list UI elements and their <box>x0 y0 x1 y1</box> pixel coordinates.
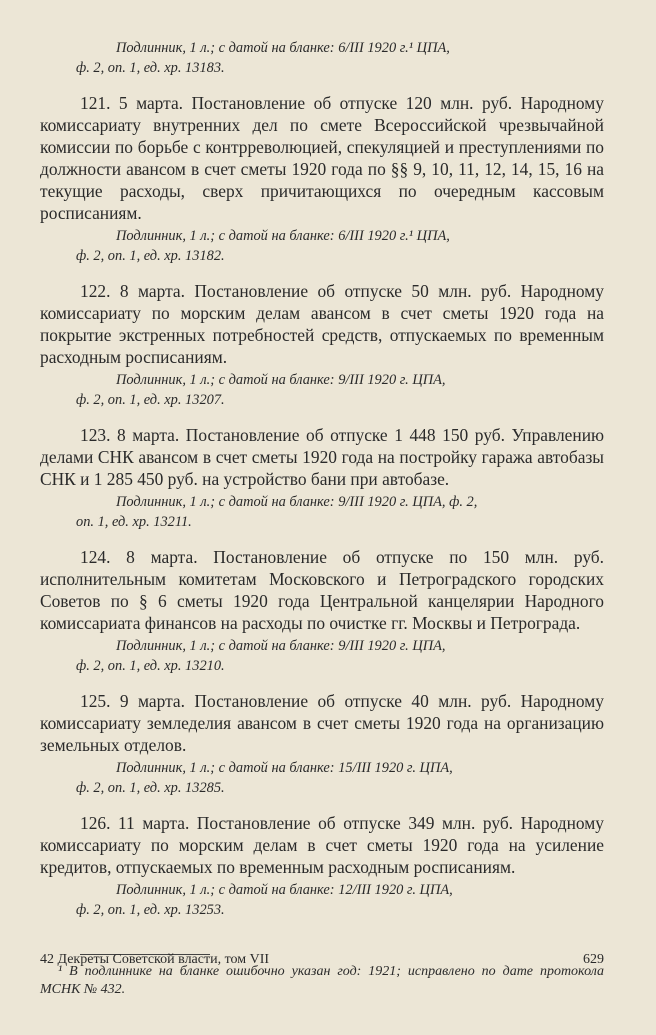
source-line: ф. 2, оп. 1, ед. хр. 13207. <box>76 392 225 408</box>
source-note <box>40 880 604 920</box>
footer-signature: 42 Декреты Советской власти, том VII <box>40 952 270 967</box>
entry-121 <box>40 92 604 266</box>
source-note <box>40 370 604 410</box>
page-footer <box>40 952 604 968</box>
source-note <box>40 492 604 532</box>
source-line: Подлинник, 1 л.; с датой на бланке: 6/III 1920 г.¹ ЦПА, <box>116 40 450 56</box>
source-line: ф. 2, оп. 1, ед. хр. 13183. <box>76 60 225 76</box>
entry-125 <box>40 690 604 798</box>
source-line: ф. 2, оп. 1, ед. хр. 13210. <box>76 658 225 674</box>
source-note <box>40 758 604 798</box>
source-line: ф. 2, оп. 1, ед. хр. 13182. <box>76 248 225 264</box>
footnote: ¹ В подлиннике на бланке ошибочно указан год: 1921; исправлено по дате протокола МСНК № 432. <box>40 964 604 997</box>
entry-text: 122. 8 марта. Постановление об отпуске 50 млн. руб. Народному комиссариату по морским делам авансом в счет сметы 1920 года на покрытие экстренных потребностей средств, отпускаемых по временным расходным росписаниям. <box>40 281 604 367</box>
entry-text: 123. 8 марта. Постановление об отпуске 1 448 150 руб. Управлению делами СНК авансом в счет сметы 1920 года на постройку гаража автобазы СНК и 1 285 450 руб. на устройство бани при автобазе. <box>40 425 604 489</box>
entry-122 <box>40 280 604 410</box>
source-line: Подлинник, 1 л.; с датой на бланке: 9/III 1920 г. ЦПА, <box>116 372 446 388</box>
entry-text: 126. 11 марта. Постановление об отпуске 349 млн. руб. Народному комиссариату по морским делам в счет сметы 1920 года на усиление кредитов, отпускаемых по временным расходным росписаниям. <box>40 813 604 877</box>
page-number: 629 <box>583 952 604 967</box>
source-line: Подлинник, 1 л.; с датой на бланке: 9/III 1920 г. ЦПА, <box>116 638 446 654</box>
source-line: оп. 1, ед. хр. 13211. <box>76 514 192 530</box>
source-note <box>40 636 604 676</box>
source-line: Подлинник, 1 л.; с датой на бланке: 9/III 1920 г. ЦПА, ф. 2, <box>116 494 478 510</box>
entry-123 <box>40 424 604 532</box>
source-line: Подлинник, 1 л.; с датой на бланке: 12/III 1920 г. ЦПА, <box>116 882 453 898</box>
source-note <box>40 226 604 266</box>
entry-126 <box>40 812 604 920</box>
entry-text: 125. 9 марта. Постановление об отпуске 40 млн. руб. Народному комиссариату земледелия авансом в счет сметы 1920 года на организацию земельных отделов. <box>40 691 604 755</box>
source-line: ф. 2, оп. 1, ед. хр. 13253. <box>76 902 225 918</box>
source-note <box>40 38 604 78</box>
source-line: Подлинник, 1 л.; с датой на бланке: 6/III 1920 г.¹ ЦПА, <box>116 228 450 244</box>
source-line: ф. 2, оп. 1, ед. хр. 13285. <box>76 780 225 796</box>
entry-124 <box>40 546 604 676</box>
source-line: Подлинник, 1 л.; с датой на бланке: 15/III 1920 г. ЦПА, <box>116 760 453 776</box>
entry-text: 121. 5 марта. Постановление об отпуске 120 млн. руб. Народному комиссариату внутренних дел по смете Всероссийской чрезвычайной комиссии по борьбе с контрреволюцией, спекуляцией и преступлениями по должности авансом в счет сметы 1920 года по §§ 9, 10, 11, 12, 14, 15, 16 на текущие расходы, сверх причитающихся по очередным кассовым росписаниям. <box>40 93 604 223</box>
entry-text: 124. 8 марта. Постановление об отпуске по 150 млн. руб. исполнительным комитетам Московского и Петроградского городских Советов по § 6 сметы 1920 года Центральной канцелярии Народного комиссариата финансов на расходы по очистке гг. Москвы и Петрограда. <box>40 547 604 633</box>
